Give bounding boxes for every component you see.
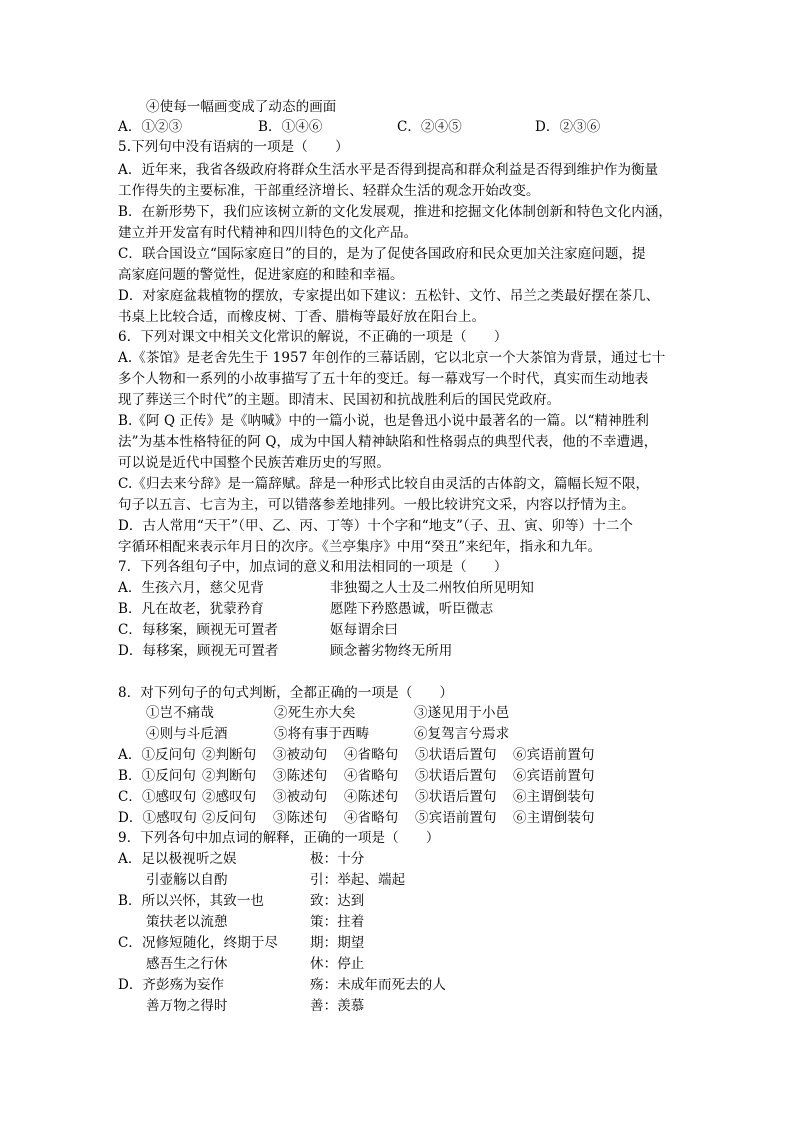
q6-line: C.《归去来兮辞》是一篇辞赋。辞是一种形式比较自由灵活的古体韵文，篇幅长短不限，: [118, 476, 650, 492]
q9-row: [118, 891, 678, 911]
q7-row: [118, 620, 678, 640]
q9-sentence: 善万物之得时: [146, 998, 228, 1014]
q4-item-4: ④使每一幅画变成了动态的画面: [146, 99, 337, 115]
q9-gloss: 善：羡慕: [310, 998, 365, 1014]
q8-item: ①岂不痛哉: [146, 705, 214, 721]
q7-sentence-left: A．生孩六月，慈父见背: [118, 580, 264, 596]
q6-line: 可以说是近代中国整个民族苦难历史的写照。: [118, 455, 390, 471]
q8-judgement: ⑥主谓倒装句: [513, 789, 595, 805]
q9-sentence: B．所以兴怀，其致一也: [118, 893, 265, 909]
q8-judgement: ④陈述句: [344, 789, 399, 805]
q7-sentence-left: B．凡在故老，犹蒙矜育: [118, 601, 265, 617]
q8-judgement: C．①感叹句: [118, 789, 197, 805]
q8-judgement: ④省略句: [344, 810, 399, 826]
q4-options: [118, 117, 678, 137]
q8-judgement: ⑤状语后置句: [415, 747, 497, 763]
q6-line: 字循环相配来表示年月日的次序。《兰亭集序》中用“癸丑”来纪年，指永和九年。: [118, 539, 602, 555]
q6-line: 多个人物和一系列的小故事描写了五十年的变迁。每一幕戏写一个时代，真实而生动地表: [118, 371, 649, 387]
q5-stem: 5.下列句中没有语病的一项是（ ）: [118, 139, 349, 155]
q7-sentence-left: D．每移案，顾视无可置者: [118, 643, 279, 659]
q5-line: 建立并开发富有时代精神和四川特色的文化产品。: [118, 225, 418, 241]
q8-items-row: [146, 724, 706, 744]
q6-line: B.《阿 Q 正传》是《呐喊》中的一篇小说，也是鲁迅小说中最著名的一篇。以“精神胜利: [118, 413, 649, 429]
q8-judgement: ③被动句: [273, 789, 328, 805]
q9-row: [118, 975, 678, 995]
q8-option-b: [118, 766, 678, 786]
q9-row: [118, 996, 678, 1016]
q9-sentence: 策扶老以流憩: [146, 914, 228, 930]
q9-row: [118, 954, 678, 974]
q8-judgement: ④省略句: [344, 747, 399, 763]
q9-sentence: A．足以极视听之娱: [118, 851, 237, 867]
q8-judgement: A．①反问句: [118, 747, 196, 763]
q8-judgement: ③被动句: [273, 747, 328, 763]
q6-line: D．古人常用“天干”（甲、乙、丙、丁等）十个字和“地支”（子、丑、寅、卯等）十二个: [118, 518, 634, 534]
q6-line: 现了葬送三个时代”的主题。即清末、民国初和抗战胜利后的国民党政府。: [118, 392, 561, 408]
q8-judgement: ⑥宾语前置句: [513, 768, 595, 784]
q7-stem: 7．下列各组句子中，加点词的意义和用法相同的一项是（ ）: [118, 559, 508, 575]
q8-judgement: D．①感叹句: [118, 810, 197, 826]
q6-line: A.《茶馆》是老舍先生于 1957 年创作的三幕话剧，它以北京一个大茶馆为背景，通过七十: [118, 350, 666, 366]
q8-items-row: [146, 703, 706, 723]
q8-item: ⑥复驾言兮焉求: [414, 726, 510, 742]
q8-item: ③遂见用于小邑: [414, 705, 510, 721]
q5-line: 工作得失的主要标准，干部重经济增长、轻群众生活的观念开始改变。: [118, 183, 540, 199]
q8-stem: 8．对下列句子的句式判断，全都正确的一项是（ ）: [118, 685, 454, 701]
q8-judgement: ③陈述句: [273, 768, 328, 784]
q4-option-b: B．①④⑥: [258, 119, 323, 135]
q5-line: B．在新形势下，我们应该树立新的文化发展观，推进和挖掘文化体制创新和特色文化内涵，: [118, 204, 673, 220]
q9-sentence: D．齐彭殇为妄作: [118, 977, 225, 993]
q9-gloss: 殇：未成年而死去的人: [310, 977, 446, 993]
q4-option-c: C．②④⑤: [397, 119, 462, 135]
q9-gloss: 引：举起、端起: [310, 872, 406, 888]
q8-judgement: ②感叹句: [202, 789, 257, 805]
q9-gloss: 策：拄着: [310, 914, 365, 930]
q7-sentence-right: 妪每谓余曰: [330, 622, 398, 638]
q7-row: [118, 599, 678, 619]
q8-item: ④则与斗卮酒: [146, 726, 228, 742]
q8-judgement: B．①反问句: [118, 768, 197, 784]
q5-line: C．联合国设立“国际家庭日”的目的，是为了促使各国政府和民众更加关注家庭问题，提: [118, 246, 646, 262]
q8-item: ②死生亦大矣: [274, 705, 356, 721]
q8-judgement: ⑥主谓倒装句: [513, 810, 595, 826]
q9-row: [118, 933, 678, 953]
q9-row: [118, 912, 678, 932]
q9-sentence: C．况修短随化，终期于尽: [118, 935, 279, 951]
q6-stem: 6．下列对课文中相关文化常识的解说，不正确的一项是（ ）: [118, 329, 508, 345]
q9-gloss: 极：十分: [310, 851, 365, 867]
q9-gloss: 休：停止: [310, 956, 365, 972]
q8-judgement: ②判断句: [202, 747, 257, 763]
q8-judgement: ②反问句: [202, 810, 257, 826]
q8-judgement: ⑥宾语前置句: [513, 747, 595, 763]
q5-line: 书桌上比较合适，而橡皮树、丁香、腊梅等最好放在阳台上。: [118, 309, 486, 325]
q9-gloss: 期：期望: [310, 935, 365, 951]
q4-option-d: D．②③⑥: [535, 119, 601, 135]
q6-line: 法”为基本性格特征的阿 Q，成为中国人精神缺陷和性格弱点的典型代表，他的不幸遭遇，: [118, 434, 658, 450]
q9-row: [118, 849, 678, 869]
q8-item: ⑤将有事于西畴: [274, 726, 370, 742]
q8-option-d: [118, 808, 678, 828]
q9-sentence: 引壶觞以自酌: [146, 872, 228, 888]
q8-judgement: ⑤宾语前置句: [415, 810, 497, 826]
q9-stem: 9．下列各句中加点词的解释，正确的一项是（ ）: [118, 830, 440, 846]
q9-sentence: 感吾生之行休: [146, 956, 228, 972]
q7-sentence-left: C．每移案，顾视无可置者: [118, 622, 279, 638]
q8-judgement: ③陈述句: [273, 810, 328, 826]
q8-option-a: [118, 745, 678, 765]
q8-judgement: ②判断句: [202, 768, 257, 784]
q8-judgement: ⑤状语后置句: [415, 789, 497, 805]
q8-judgement: ④省略句: [344, 768, 399, 784]
q7-row: [118, 578, 678, 598]
q8-judgement: ⑤状语后置句: [415, 768, 497, 784]
q9-gloss: 致：达到: [310, 893, 365, 909]
q5-line: A．近年来，我省各级政府将群众生活水平是否得到提高和群众利益是否得到维护作为衡量: [118, 162, 659, 178]
q5-line: D．对家庭盆栽植物的摆放，专家提出如下建议：五松针、文竹、吊兰之类最好摆在茶几、: [118, 288, 660, 304]
q7-sentence-right: 非独蜀之人士及二州牧伯所见明知: [330, 580, 534, 596]
q4-option-a: A．①②③: [118, 119, 183, 135]
q7-sentence-right: 顾念蓄劣物终无所用: [330, 643, 453, 659]
q5-line: 高家庭问题的警觉性，促进家庭的和睦和幸福。: [118, 267, 404, 283]
q8-option-c: [118, 787, 678, 807]
q6-line: 句子以五言、七言为主，可以错落参差地排列。一般比较讲究文采，内容以抒情为主。: [118, 497, 635, 513]
q7-sentence-right: 愿陛下矜愍愚诚，听臣微志: [330, 601, 494, 617]
q9-row: [118, 870, 678, 890]
q7-row: [118, 641, 678, 661]
